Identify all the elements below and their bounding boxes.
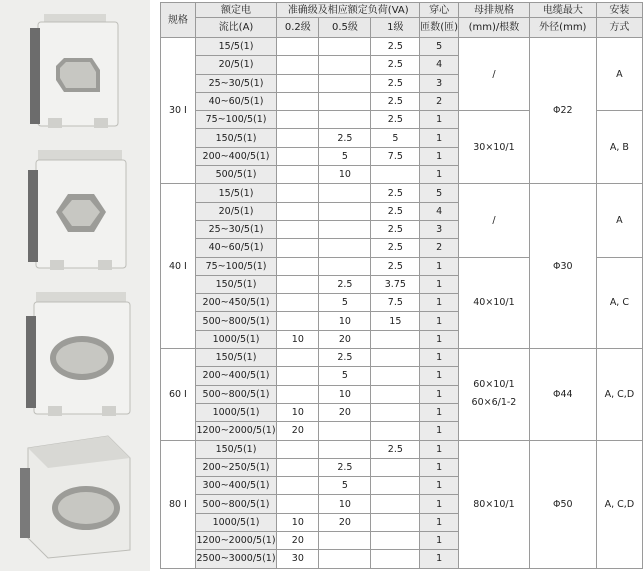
ratio-cell: 1200~2000/5(1) (195, 422, 276, 440)
install-cell: A, C (596, 257, 642, 348)
turns-cell: 4 (420, 56, 459, 74)
class-05-cell: 20 (319, 513, 371, 531)
cable-cell: Φ22 (529, 38, 596, 184)
class-1-cell (371, 367, 420, 385)
class-02-cell (277, 166, 319, 184)
ratio-cell: 150/5(1) (195, 129, 276, 147)
header-class-1: 1级 (371, 18, 420, 38)
ratio-cell: 20/5(1) (195, 56, 276, 74)
ratio-cell: 15/5(1) (195, 38, 276, 56)
turns-cell: 1 (420, 367, 459, 385)
ratio-cell: 150/5(1) (195, 349, 276, 367)
turns-cell: 1 (420, 513, 459, 531)
class-1-cell (371, 166, 420, 184)
class-1-cell (371, 349, 420, 367)
class-02-cell (277, 458, 319, 476)
class-05-cell (319, 184, 371, 202)
ratio-cell: 200~400/5(1) (195, 147, 276, 165)
class-02-cell (277, 349, 319, 367)
model-cell: 60 I (161, 349, 196, 440)
install-cell: A (596, 184, 642, 257)
ratio-cell: 75~100/5(1) (195, 111, 276, 129)
turns-cell: 1 (420, 294, 459, 312)
ratio-cell: 500/5(1) (195, 166, 276, 184)
header-install-2: 方式 (596, 18, 642, 38)
model-cell: 80 I (161, 440, 196, 568)
header-turns-1: 穿心 (420, 3, 459, 18)
class-05-cell (319, 220, 371, 238)
busbar-cell: 30×10/1 (459, 111, 530, 184)
spec-table (160, 2, 643, 569)
class-1-cell: 2.5 (371, 202, 420, 220)
ratio-cell: 1000/5(1) (195, 513, 276, 531)
turns-cell: 1 (420, 403, 459, 421)
class-02-cell (277, 312, 319, 330)
ratio-cell: 20/5(1) (195, 202, 276, 220)
table-row (161, 349, 643, 367)
class-1-cell: 2.5 (371, 184, 420, 202)
class-02-cell: 20 (277, 532, 319, 550)
class-05-cell (319, 532, 371, 550)
busbar-cell (459, 349, 530, 440)
model-cell: 40 I (161, 184, 196, 349)
class-1-cell: 3.75 (371, 275, 420, 293)
class-02-cell (277, 220, 319, 238)
ratio-cell: 40~60/5(1) (195, 239, 276, 257)
class-02-cell (277, 495, 319, 513)
header-install-1: 安装 (596, 3, 642, 18)
header-cable-1: 电缆最大 (529, 3, 596, 18)
turns-cell: 1 (420, 385, 459, 403)
ratio-cell: 25~30/5(1) (195, 220, 276, 238)
turns-cell: 1 (420, 495, 459, 513)
class-05-cell: 5 (319, 477, 371, 495)
class-02-cell (277, 275, 319, 293)
header-busbar-2: (mm)/根数 (459, 18, 530, 38)
class-1-cell: 2.5 (371, 74, 420, 92)
class-1-cell (371, 495, 420, 513)
ct-40-photo (8, 146, 142, 276)
turns-cell: 5 (420, 38, 459, 56)
header-rated-current-1: 额定电 (195, 3, 276, 18)
ratio-cell: 150/5(1) (195, 440, 276, 458)
ratio-cell: 150/5(1) (195, 275, 276, 293)
class-1-cell (371, 422, 420, 440)
class-02-cell (277, 294, 319, 312)
class-02-cell: 20 (277, 422, 319, 440)
class-1-cell: 2.5 (371, 111, 420, 129)
product-photo-strip (0, 0, 150, 571)
class-05-cell: 5 (319, 294, 371, 312)
class-02-cell (277, 202, 319, 220)
ratio-cell: 200~250/5(1) (195, 458, 276, 476)
class-02-cell: 10 (277, 403, 319, 421)
class-02-cell (277, 367, 319, 385)
class-1-cell: 7.5 (371, 147, 420, 165)
class-1-cell (371, 330, 420, 348)
install-cell: A, C,D (596, 349, 642, 440)
turns-cell: 1 (420, 440, 459, 458)
turns-cell: 3 (420, 74, 459, 92)
class-1-cell: 7.5 (371, 294, 420, 312)
class-1-cell: 2.5 (371, 56, 420, 74)
class-1-cell: 2.5 (371, 440, 420, 458)
class-02-cell (277, 38, 319, 56)
class-05-cell: 20 (319, 403, 371, 421)
class-05-cell: 2.5 (319, 349, 371, 367)
ratio-cell: 300~400/5(1) (195, 477, 276, 495)
class-02-cell (277, 184, 319, 202)
class-05-cell: 2.5 (319, 458, 371, 476)
turns-cell: 1 (420, 330, 459, 348)
class-05-cell (319, 239, 371, 257)
class-1-cell: 2.5 (371, 220, 420, 238)
header-cable-2: 外径(mm) (529, 18, 596, 38)
ct-60-photo (8, 288, 142, 418)
class-1-cell (371, 550, 420, 568)
busbar-line: 60×6/1-2 (471, 397, 517, 409)
ratio-cell: 25~30/5(1) (195, 74, 276, 92)
class-02-cell (277, 74, 319, 92)
busbar-line: 60×10/1 (473, 379, 515, 391)
class-05-cell (319, 422, 371, 440)
turns-cell: 1 (420, 111, 459, 129)
class-02-cell (277, 56, 319, 74)
class-05-cell: 2.5 (319, 275, 371, 293)
cable-cell: Φ50 (529, 440, 596, 568)
busbar-cell: 40×10/1 (459, 257, 530, 348)
class-05-cell (319, 92, 371, 110)
header-turns-2: 匝数(匝) (420, 18, 459, 38)
class-02-cell: 30 (277, 550, 319, 568)
turns-cell: 1 (420, 532, 459, 550)
class-1-cell: 5 (371, 129, 420, 147)
turns-cell: 2 (420, 239, 459, 257)
class-02-cell: 10 (277, 513, 319, 531)
class-1-cell: 15 (371, 312, 420, 330)
header-accuracy-group: 准确级及相应额定负荷(VA) (277, 3, 420, 18)
turns-cell: 1 (420, 477, 459, 495)
turns-cell: 1 (420, 166, 459, 184)
turns-cell: 1 (420, 129, 459, 147)
turns-cell: 3 (420, 220, 459, 238)
turns-cell: 4 (420, 202, 459, 220)
turns-cell: 2 (420, 92, 459, 110)
class-05-cell: 10 (319, 385, 371, 403)
class-05-cell (319, 74, 371, 92)
ratio-cell: 1000/5(1) (195, 403, 276, 421)
class-05-cell: 10 (319, 312, 371, 330)
class-1-cell (371, 403, 420, 421)
class-02-cell (277, 92, 319, 110)
table-row (161, 184, 643, 202)
turns-cell: 1 (420, 349, 459, 367)
class-05-cell (319, 202, 371, 220)
class-02-cell (277, 257, 319, 275)
class-1-cell (371, 477, 420, 495)
class-05-cell: 2.5 (319, 129, 371, 147)
busbar-cell: / (459, 38, 530, 111)
ratio-cell: 1000/5(1) (195, 330, 276, 348)
class-02-cell (277, 129, 319, 147)
turns-cell: 1 (420, 257, 459, 275)
class-05-cell (319, 111, 371, 129)
class-02-cell (277, 111, 319, 129)
model-cell: 30 I (161, 38, 196, 184)
ct-80-photo (8, 428, 142, 564)
header-model: 规格 (161, 3, 196, 38)
ratio-cell: 1200~2000/5(1) (195, 532, 276, 550)
header-class-05: 0.5级 (319, 18, 371, 38)
turns-cell: 5 (420, 184, 459, 202)
turns-cell: 1 (420, 458, 459, 476)
ratio-cell: 15/5(1) (195, 184, 276, 202)
class-02-cell: 10 (277, 330, 319, 348)
table-row (161, 38, 643, 56)
cable-cell: Φ44 (529, 349, 596, 440)
table-row (161, 440, 643, 458)
class-05-cell: 10 (319, 495, 371, 513)
class-05-cell: 10 (319, 166, 371, 184)
ratio-cell: 2500~3000/5(1) (195, 550, 276, 568)
class-02-cell (277, 440, 319, 458)
ratio-cell: 200~450/5(1) (195, 294, 276, 312)
class-05-cell (319, 257, 371, 275)
class-02-cell (277, 239, 319, 257)
class-1-cell (371, 385, 420, 403)
turns-cell: 1 (420, 422, 459, 440)
ratio-cell: 40~60/5(1) (195, 92, 276, 110)
install-cell: A, B (596, 111, 642, 184)
header-rated-current-2: 流比(A) (195, 18, 276, 38)
class-1-cell (371, 532, 420, 550)
install-cell: A (596, 38, 642, 111)
class-02-cell (277, 477, 319, 495)
class-05-cell (319, 38, 371, 56)
header-busbar-1: 母排规格 (459, 3, 530, 18)
class-05-cell (319, 56, 371, 74)
turns-cell: 1 (420, 550, 459, 568)
class-1-cell: 2.5 (371, 92, 420, 110)
busbar-cell: 80×10/1 (459, 440, 530, 568)
class-02-cell (277, 147, 319, 165)
class-05-cell: 20 (319, 330, 371, 348)
ratio-cell: 75~100/5(1) (195, 257, 276, 275)
class-05-cell: 5 (319, 147, 371, 165)
ratio-cell: 200~400/5(1) (195, 367, 276, 385)
header-class-02: 0.2级 (277, 18, 319, 38)
ct-30-photo (8, 6, 142, 136)
class-1-cell (371, 513, 420, 531)
class-1-cell: 2.5 (371, 38, 420, 56)
busbar-cell: / (459, 184, 530, 257)
cable-cell: Φ30 (529, 184, 596, 349)
class-1-cell: 2.5 (371, 239, 420, 257)
class-1-cell: 2.5 (371, 257, 420, 275)
ratio-cell: 500~800/5(1) (195, 312, 276, 330)
class-02-cell (277, 385, 319, 403)
class-05-cell: 5 (319, 367, 371, 385)
ratio-cell: 500~800/5(1) (195, 385, 276, 403)
install-cell: A, C,D (596, 440, 642, 568)
class-05-cell (319, 550, 371, 568)
ratio-cell: 500~800/5(1) (195, 495, 276, 513)
class-1-cell (371, 458, 420, 476)
turns-cell: 1 (420, 275, 459, 293)
spec-body (161, 38, 643, 569)
turns-cell: 1 (420, 312, 459, 330)
turns-cell: 1 (420, 147, 459, 165)
class-05-cell (319, 440, 371, 458)
